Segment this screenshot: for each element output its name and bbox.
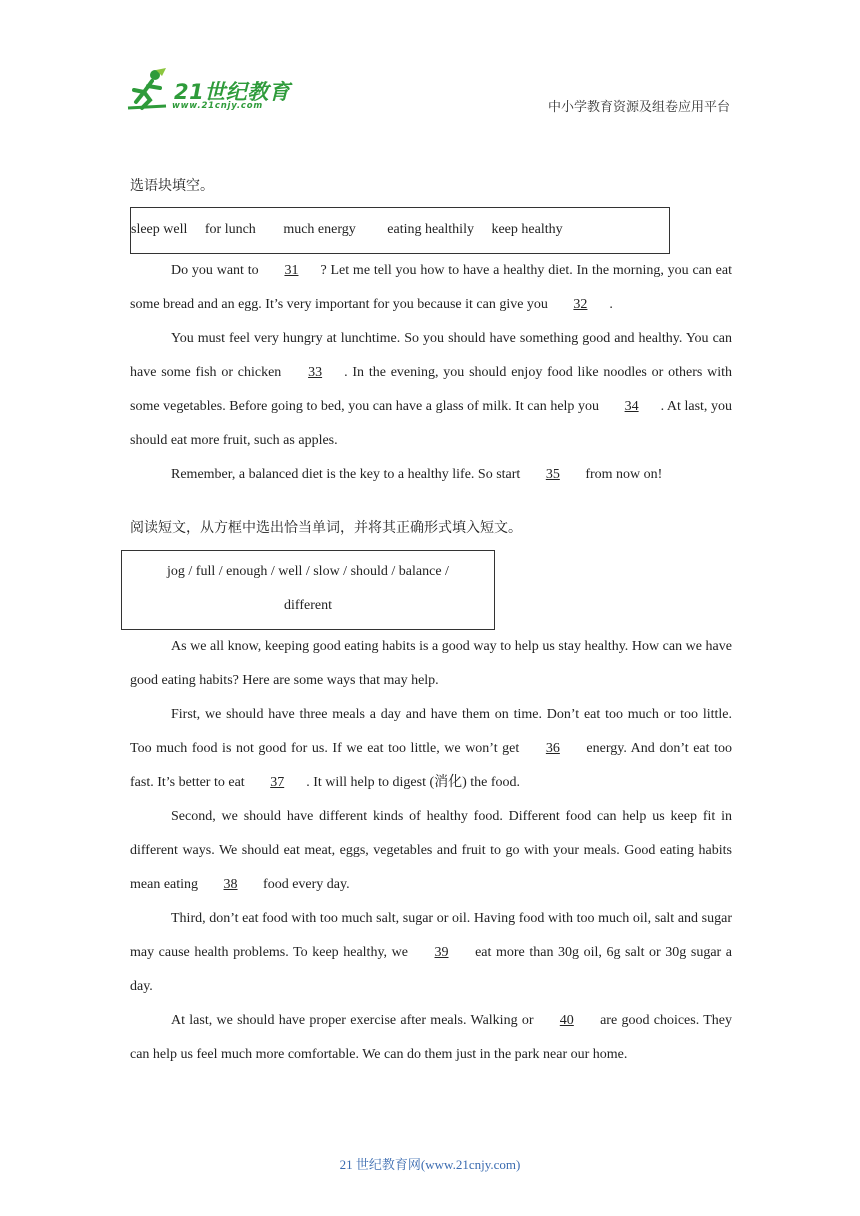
page-header (0, 0, 860, 130)
section1-title: 选语块填空。 (130, 179, 214, 194)
site-logo (122, 68, 292, 116)
section1-paragraph-1: Do you want to 31 ? Let me tell you how to have a healthy diet. In the morning, you can eat some bread and an egg. It’s very important for you because it can give you 32 . (130, 254, 732, 322)
section2-paragraph-5: At last, we should have proper exercise after meals. Walking or 40 are good choices. They can help us feel much more comfortable. We can do them just in the park near our home. (130, 1004, 732, 1072)
platform-name: 中小学教育资源及组卷应用平台 (547, 99, 730, 114)
word-option: for lunch (204, 222, 256, 237)
section1-paragraph-2: You must feel very hungry at lunchtime. So you should have something good and healthy. You can have some fish or chicken 33 . In the evening, you should enjoy food like noodles or others with some vegetables. Before going to bed, you can have a glass of milk. It can help you 34 . At last, you should eat more fruit, such as apples. (130, 331, 733, 448)
blank-32[interactable]: 32 (573, 297, 588, 312)
runner-logo-icon (122, 68, 172, 114)
blank-40[interactable]: 40 (559, 1013, 574, 1028)
blank-33[interactable]: 33 (308, 365, 323, 380)
blank-34[interactable]: 34 (624, 399, 639, 414)
logo-url: www.21cnjy.com (172, 101, 263, 111)
page-footer[interactable]: 21 世纪教育网(www.21cnjy.com) (339, 1157, 521, 1172)
logo-text: 21世纪教育 (174, 80, 291, 104)
blank-36[interactable]: 36 (545, 741, 560, 756)
section1-word-box (130, 207, 670, 254)
section2-paragraph-2: First, we should have three meals a day and have them on time. Don’t eat too much or too little. Too much food is not good for us. If we eat too little, we won’t get 36 energy. And don’t eat too fast. It’s better to eat 37 . It will help to digest (消化) the food. (130, 698, 732, 800)
word-list-line-2: different (284, 598, 332, 613)
section2-paragraph-3: Second, we should have different kinds of healthy food. Different food can help us keep fit in different ways. We should eat meat, eggs, vegetables and fruit to go with your meals. Good eating habits mean eating 38 food every day. (130, 800, 732, 902)
word-list-line-1: jog / full / enough / well / slow / should / balance / (167, 564, 449, 579)
document-body (130, 170, 732, 1072)
section1-paragraph-3: Remember, a balanced diet is the key to a healthy life. So start 35 from now on! (130, 458, 732, 492)
word-option: much energy (283, 222, 356, 237)
section2-paragraph-1: As we all know, keeping good eating habits is a good way to help us stay healthy. How can we have good eating habits? Here are some ways that may help. (130, 639, 732, 688)
word-option: sleep well (131, 222, 188, 237)
section2-word-box (121, 550, 495, 630)
word-option: eating healthily (387, 222, 474, 237)
section2-title: 阅读短文，从方框中选出恰当单词，并将其正确形式填入短文。 (130, 521, 522, 536)
blank-38[interactable]: 38 (223, 877, 238, 892)
blank-37[interactable]: 37 (270, 775, 285, 790)
blank-39[interactable]: 39 (434, 945, 449, 960)
blank-31[interactable]: 31 (284, 263, 299, 278)
section-gap (130, 492, 732, 512)
blank-35[interactable]: 35 (545, 467, 560, 482)
word-option: keep healthy (491, 222, 563, 237)
section2-paragraph-4: Third, don’t eat food with too much salt, sugar or oil. Having food with too much oil, salt and sugar may cause health problems. To keep healthy, we 39 eat more than 30g oil, 6g salt or 30g sugar a day. (130, 911, 733, 994)
